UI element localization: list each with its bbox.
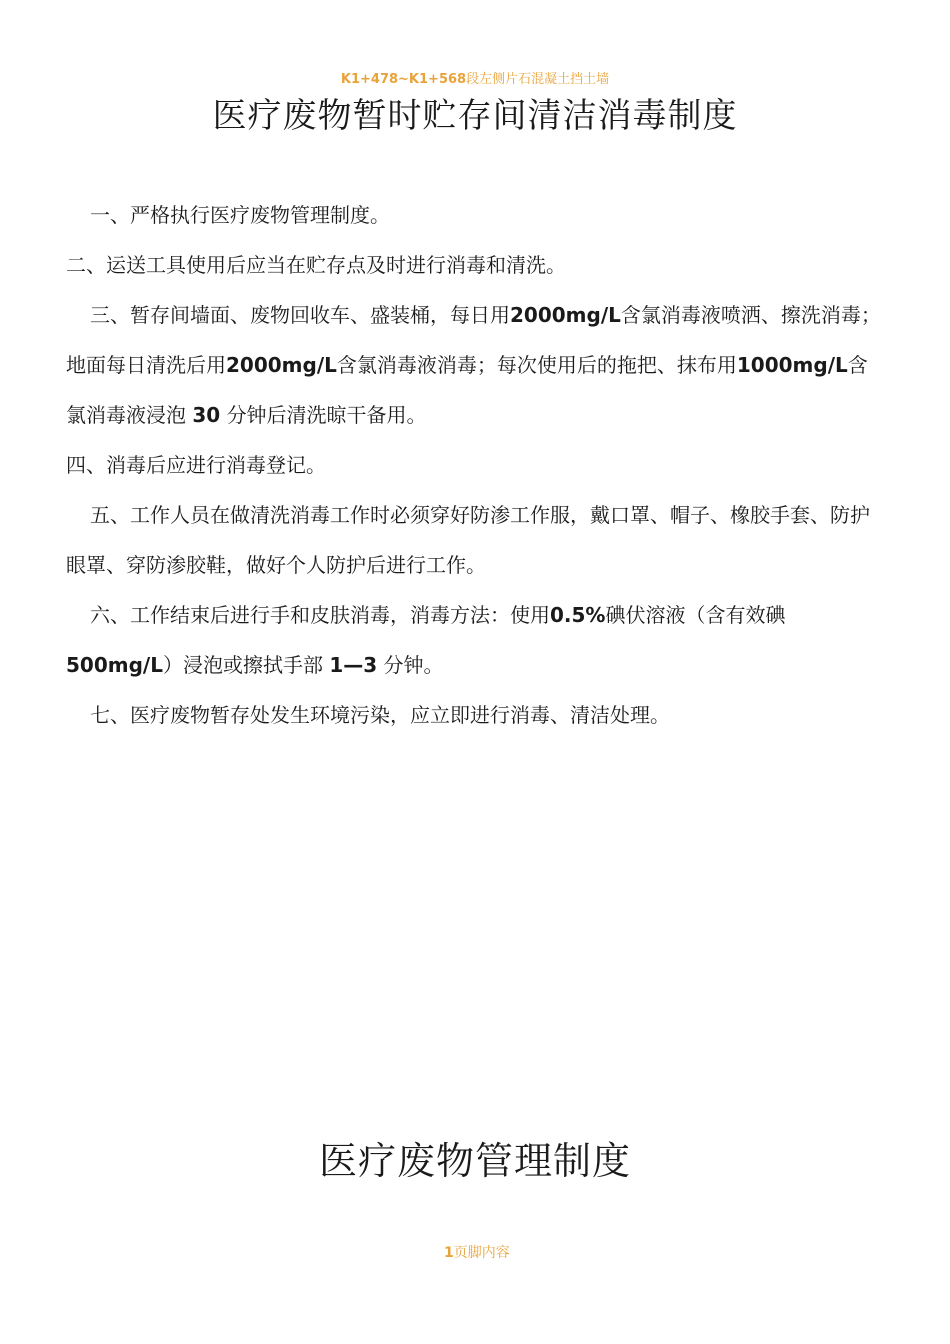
rule-3-value-b: 2000mg/L bbox=[510, 303, 621, 327]
rule-6-text-c: 碘伏溶液（含有效碘 bbox=[605, 603, 786, 627]
rule-3-text-c: 含氯消毒液喷洒、擦洗消毒；地面每日清洗后用 bbox=[66, 303, 881, 377]
header-text: 段左侧片石混凝土挡土墙 bbox=[466, 72, 610, 87]
rule-5: 五、工作人员在做清洗消毒工作时必须穿好防渗工作服，戴口罩、帽子、橡胶手套、防护眼罩、穿防渗胶鞋，做好个人防护后进行工作。 bbox=[66, 503, 870, 577]
rule-3-value-d: 2000mg/L bbox=[226, 353, 337, 377]
page-header bbox=[0, 68, 950, 87]
rule-7: 七、医疗废物暂存处发生环境污染，应立即进行消毒、清洁处理。 bbox=[90, 703, 670, 727]
rule-3-text-i: 分钟后清洗晾干备用。 bbox=[226, 403, 427, 427]
rule-6-value-d: 500mg/L bbox=[66, 653, 163, 677]
section-title: 医疗废物管理制度 bbox=[318, 1139, 631, 1183]
document-body bbox=[66, 190, 886, 740]
rule-6 bbox=[66, 590, 886, 690]
rule-3-value-h: 30 bbox=[192, 403, 221, 427]
rule-6-text-a: 六、工作结束后进行手和皮肤消毒，消毒方法：使用 bbox=[90, 603, 550, 627]
rule-2: 二、运送工具使用后应当在贮存点及时进行消毒和清洗。 bbox=[66, 253, 566, 277]
rule-3-text-a: 三、暂存间墙面、废物回收车、盛装桶，每日用 bbox=[90, 303, 510, 327]
rule-1: 一、严格执行医疗废物管理制度。 bbox=[90, 203, 390, 227]
rule-6-value-b: 0.5% bbox=[550, 603, 606, 627]
page-footer bbox=[444, 1243, 514, 1264]
footer-page-number: 1 bbox=[444, 1245, 454, 1261]
header-code: K1+478~K1+568 bbox=[340, 72, 467, 87]
rule-6-text-g: 分钟。 bbox=[383, 653, 444, 677]
rule-3-text-g: 含氯消毒液浸泡 bbox=[66, 353, 868, 427]
rule-6-text-e: ）浸泡或擦拭手部 bbox=[162, 653, 323, 677]
rule-3-text-e: 含氯消毒液消毒；每次使用后的拖把、抹布用 bbox=[336, 353, 737, 377]
rule-4: 四、消毒后应进行消毒登记。 bbox=[66, 453, 326, 477]
rule-6-value-f: 1—3 bbox=[329, 653, 378, 677]
rule-3-value-f: 1000mg/L bbox=[736, 353, 848, 377]
rule-3 bbox=[66, 290, 886, 440]
document-title: 医疗废物暂时贮存间清洁消毒制度 bbox=[212, 96, 738, 136]
footer-text: 页脚内容 bbox=[453, 1245, 510, 1261]
